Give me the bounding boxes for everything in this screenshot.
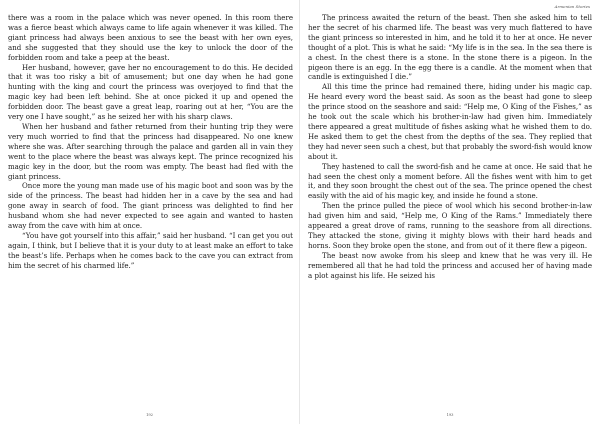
paragraph: All this time the prince had remained there, hiding under his magic cap. He heard every word the beast said. As soon as the beast had gone to sleep the prince stood on the seashore and said: “Help me, O King of the Fishes,” as he took out the scale which his brother-in-law had given him. Immediately there appeared a great multitude of fishes asking what he wished them to do. He asked them to get the chest from the depths of the sea. They replied that they had never seen such a chest, but that probably the sword-fish would know about it. [308,82,592,161]
paragraph: Once more the young man made use of his magic boot and soon was by the side of the princess. The beast had hidden her in a cave by the sea and had gone away in search of food. The giant princess was delighted to find her husband whom she had never expected to see again and wanted to hasten away from the cave with him at once. [8,181,293,231]
right-text-block [308,13,592,280]
paragraph: When her husband and father returned from their hunting trip they were very much worried to find that the princess had disappeared. No one knew where she was. After searching through the palace and garden all in vain they went to the place where the beast was always kept. The prince recognized his magic key in the door, but the room was empty. The beast had fled with the giant princess. [8,121,293,181]
left-text-block [8,13,293,271]
right-page [300,0,600,424]
paragraph: Her husband, however, gave her no encouragement to do this. He decided that it was too risky a bit of amusement; but one day when he had gone hunting with the king and court the princess was overjoyed to find that the magic key had been left behind. She at once picked it up and opened the forbidden door. The beast gave a great leap, roaring out at her, “You are the very one I have sought,” as he seized her with his sharp claws. [8,62,293,122]
paragraph: there was a room in the palace which was never opened. In this room there was a fierce beast which always came to life again whenever it was killed. The giant princess had always been anxious to see the beast with her own eyes, and she suggested that they should use the key to unlock the door of the forbidden room and take a peep at the beast. [8,13,293,62]
paragraph: “You have got yourself into this affair,” said her husband. “I can get you out again, I think, but I believe that it is your duty to at least make an effort to take the beast’s life. Perhaps when he comes back to the cave you can extract from him the secret of his charmed life.” [8,230,293,270]
page-number: 192 [146,413,153,417]
paragraph: They hastened to call the sword-fish and he came at once. He said that he had seen the chest only a moment before. All the fishes went with him to get it, and they soon brought the chest out of the sea. The prince opened the chest easily with the aid of his magic key, and inside he found a stone. [308,161,592,201]
paragraph: Then the prince pulled the piece of wool which his second brother-in-law had given him and said, “Help me, O King of the Rams.” Immediately there appeared a great drove of rams, running to the seashore from all directions. They attacked the stone, giving it mighty blows with their hard heads and horns. Soon they broke open the stone, and from out of it there flew a pigeon. [308,201,592,250]
running-header: Armenian Stories [554,4,590,9]
paragraph: The beast now awoke from his sleep and knew that he was very ill. He remembered all that he had told the princess and accused her of having made a plot against his life. He seized his [308,250,592,280]
page-number: 193 [446,413,454,417]
paragraph: The princess awaited the return of the beast. Then she asked him to tell her the secret of his charmed life. The beast was very much flattered to have the giant princess so interested in him, and he told it to her at once. He never thought of a plot. This is what he said: “My life is in the sea. In the sea there is a chest. In the chest there is a stone. In the stone there is a pigeon. In the pigeon there is an egg. In the egg there is a candle. At the moment when that candle is extinguished I die.” [308,13,592,82]
